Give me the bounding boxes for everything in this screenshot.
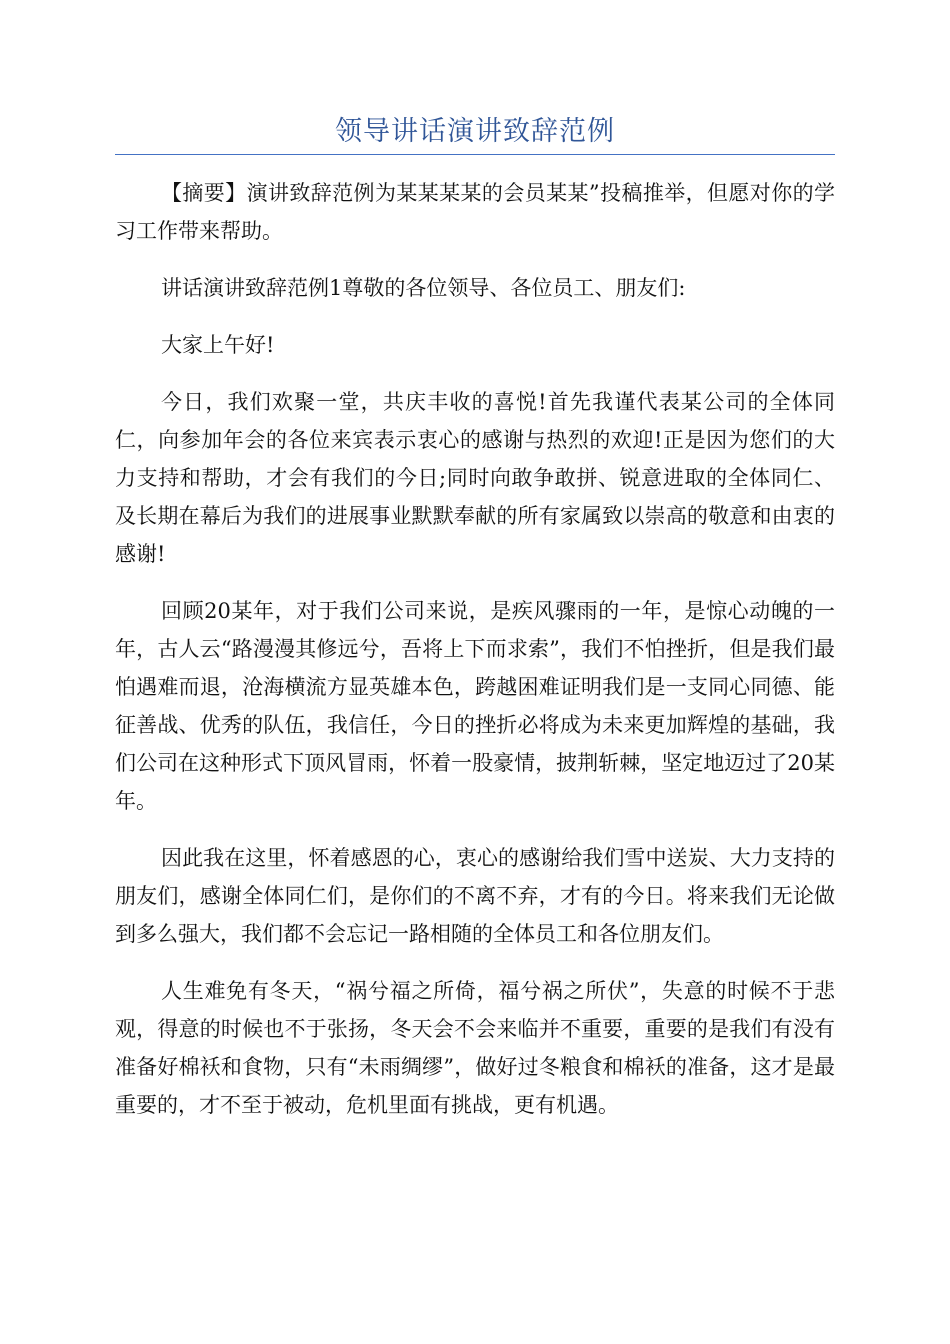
document-body bbox=[115, 174, 835, 1143]
body-paragraph: 人生难免有冬天，“祸兮福之所倚，福兮祸之所伏”，失意的时候不于悲观，得意的时候也不于张扬，冬天会不会来临并不重要，重要的是我们有没有准备好棉袄和食物，只有“未雨绸缪”，做好过冬粮食和棉袄的准备，这才是最重要的，才不至于被动，危机里面有挑战，更有机遇。 bbox=[115, 979, 835, 1117]
title-underline bbox=[115, 154, 835, 155]
greeting-paragraph: 大家上午好! bbox=[161, 333, 275, 357]
speech-heading-paragraph: 讲话演讲致辞范例1尊敬的各位领导、各位员工、朋友们: bbox=[161, 276, 686, 300]
body-paragraph: 因此我在这里，怀着感恩的心，衷心的感谢给我们雪中送炭、大力支持的朋友们，感谢全体同仁们，是你们的不离不弃，才有的今日。将来我们无论做到多么强大，我们都不会忘记一路相随的全体员工和各位朋友们。 bbox=[115, 846, 835, 946]
abstract-paragraph: 【摘要】演讲致辞范例为某某某某的会员某某”投稿推举，但愿对你的学习工作带来帮助。 bbox=[115, 181, 835, 243]
body-paragraph: 今日，我们欢聚一堂，共庆丰收的喜悦!首先我谨代表某公司的全体同仁，向参加年会的各位来宾表示衷心的感谢与热烈的欢迎!正是因为您们的大力支持和帮助，才会有我们的今日;同时向敢争敢拼、锐意进取的全体同仁、及长期在幕后为我们的进展事业默默奉献的所有家属致以崇高的敬意和由衷的感谢! bbox=[115, 390, 835, 566]
document-title: 领导讲话演讲致辞范例 bbox=[335, 116, 615, 147]
body-paragraph: 回顾20某年，对于我们公司来说，是疾风骤雨的一年，是惊心动魄的一年，古人云“路漫漫其修远兮，吾将上下而求索”，我们不怕挫折，但是我们最怕遇难而退，沧海横流方显英雄本色，跨越困难证明我们是一支同心同德、能征善战、优秀的队伍，我信任，今日的挫折必将成为未来更加辉煌的基础，我们公司在这种形式下顶风冒雨，怀着一股豪情，披荆斩棘，坚定地迈过了20某年。 bbox=[115, 599, 835, 813]
